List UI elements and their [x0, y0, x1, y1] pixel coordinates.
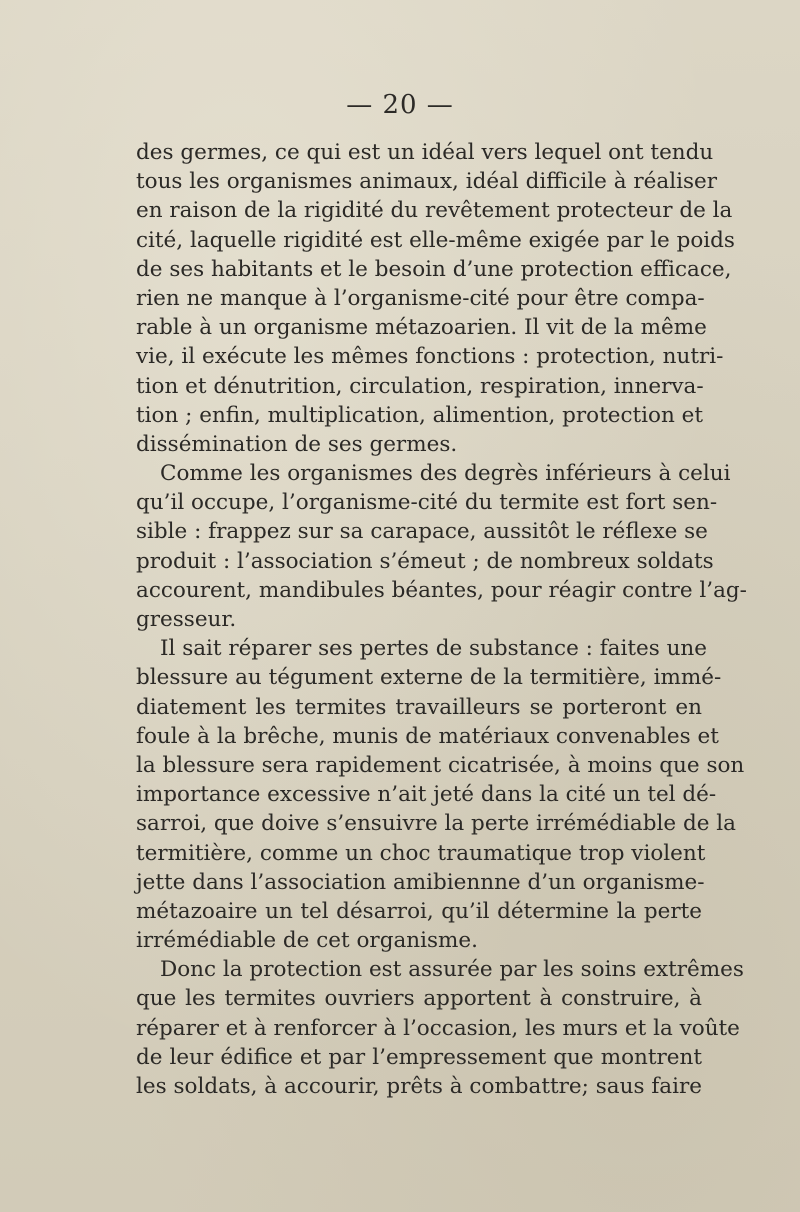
- text-line: vie, il exécute les mêmes fonctions : protection, nutri-: [136, 344, 724, 370]
- text-line: réparer et à renforcer à l’occasion, les murs et la voûte: [136, 1015, 740, 1041]
- text-line: sible : frappez sur sa carapace, aussitôt le réflexe se: [136, 519, 708, 545]
- text-line: produit : l’association s’émeut ; de nombreux soldats: [136, 548, 714, 574]
- text-line: que les termites ouvriers apportent à construire, à: [136, 986, 702, 1012]
- text-line: rable à un organisme métazoarien. Il vit de la même: [136, 315, 707, 341]
- text-line: métazoaire un tel désarroi, qu’il détermine la perte: [136, 898, 702, 924]
- text-line: la blessure sera rapidement cicatrisée, à moins que son: [136, 752, 745, 778]
- text-line: dissémination de ses germes.: [136, 431, 458, 457]
- text-line: gresseur.: [136, 607, 237, 632]
- text-line: diatement les termites travailleurs se porteront en: [136, 694, 702, 720]
- text-line: en raison de la rigidité du revêtement protecteur de la: [136, 198, 733, 224]
- text-line: Il sait réparer ses pertes de substance : faites une: [160, 636, 708, 662]
- text-line: sarroi, que doive s’ensuivre la perte irrémédiable de la: [136, 811, 736, 837]
- text-line: cité, laquelle rigidité est elle-même exigée par le poids: [136, 227, 735, 253]
- text-line: de ses habitants et le besoin d’une protection efficace,: [136, 256, 732, 282]
- text-line: termitière, comme un choc traumatique trop violent: [136, 840, 706, 866]
- text-line: les soldats, à accourir, prêts à combattre; saus faire: [136, 1074, 702, 1099]
- text-line: Donc la protection est assurée par les soins extrêmes: [160, 957, 744, 983]
- text-line: foule à la brêche, munis de matériaux convenables et: [136, 723, 719, 749]
- text-line: jette dans l’association amibiennne d’un organisme-: [136, 869, 705, 895]
- text-line: importance excessive n’ait jeté dans la cité un tel dé-: [136, 782, 717, 808]
- text-line: Comme les organismes des degrès inférieurs à celui: [160, 461, 731, 487]
- body-text: [136, 138, 747, 1101]
- text-line: tion ; enfin, multiplication, alimention, protection et: [136, 402, 704, 428]
- text-line: rien ne manque à l’organisme-cité pour être compa-: [136, 285, 705, 311]
- text-line: accourent, mandibules béantes, pour réagir contre l’ag-: [136, 577, 747, 603]
- text-line: tous les organismes animaux, idéal difficile à réaliser: [136, 169, 717, 195]
- text-line: des germes, ce qui est un idéal vers lequel ont tendu: [136, 140, 714, 165]
- text-line: de leur édifice et par l’empressement que montrent: [136, 1044, 702, 1070]
- page-number: — 20 —: [346, 90, 454, 120]
- text-line: qu’il occupe, l’organisme-cité du termite est fort sen-: [136, 490, 718, 516]
- text-line: tion et dénutrition, circulation, respiration, innerva-: [136, 373, 704, 399]
- text-line: irrémédiable de cet organisme.: [136, 928, 478, 954]
- text-line: blessure au tégument externe de la termitière, immé-: [136, 665, 722, 691]
